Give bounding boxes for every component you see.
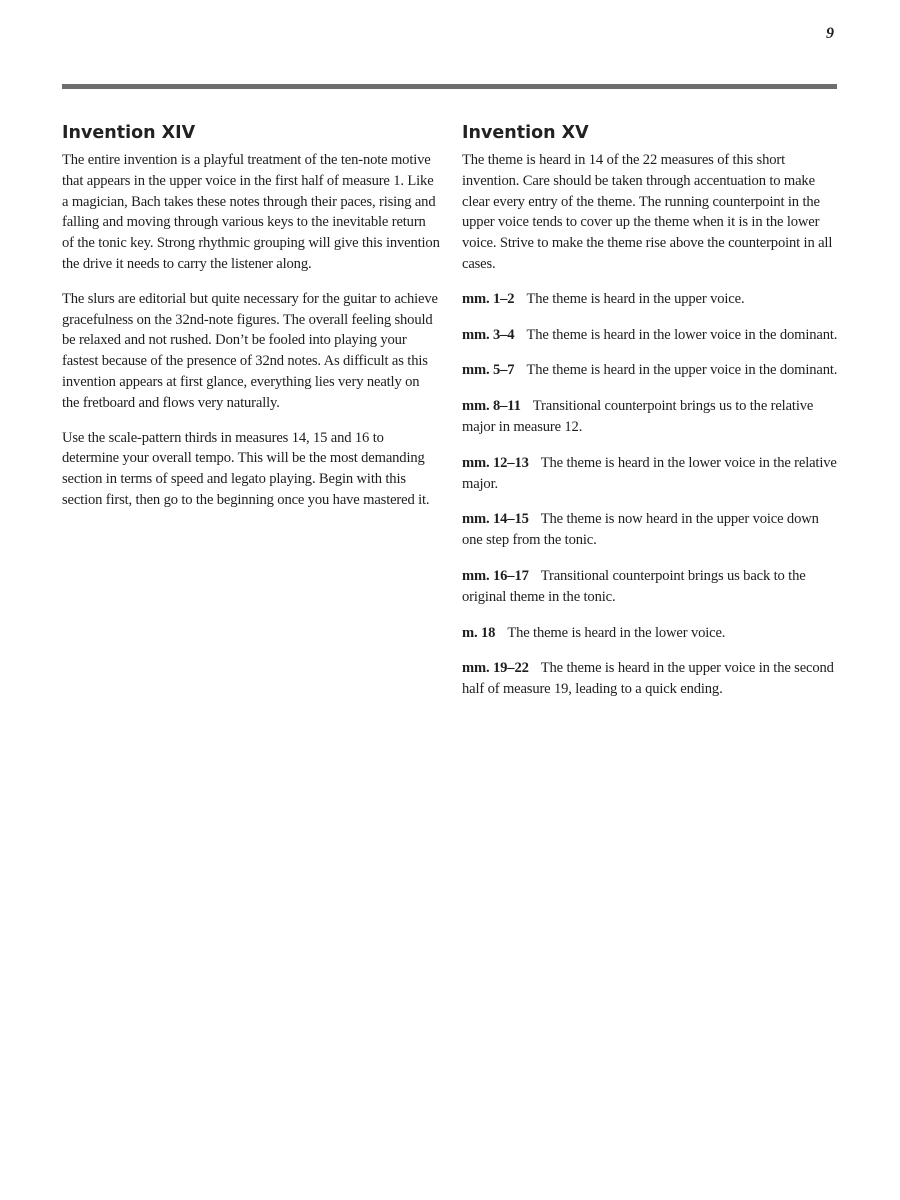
measure-note xyxy=(462,623,840,644)
measure-note xyxy=(462,509,840,551)
measure-note xyxy=(462,289,840,310)
measure-text: Transitional counterpoint brings us to the relative major in measure 12. xyxy=(462,398,814,435)
measure-text: The theme is heard in the lower voice. xyxy=(507,624,726,641)
measure-label: mm. 12–13 xyxy=(462,454,529,471)
page-number: 9 xyxy=(826,25,834,42)
measure-note xyxy=(462,566,840,608)
measure-note xyxy=(462,453,840,495)
measure-label: mm. 8–11 xyxy=(462,398,521,415)
measure-note xyxy=(462,360,840,381)
measure-text: The theme is heard in the upper voice in the dominant. xyxy=(526,362,838,379)
measure-label: mm. 1–2 xyxy=(462,290,515,307)
measure-label: mm. 3–4 xyxy=(462,326,515,343)
measure-label: m. 18 xyxy=(462,624,496,641)
measure-label: mm. 19–22 xyxy=(462,660,529,677)
measure-text: The theme is now heard in the upper voice down one step from the tonic. xyxy=(462,511,819,549)
measure-text: The theme is heard in the upper voice in the second half of measure 19, leading to a quick ending. xyxy=(462,660,834,698)
measure-text: The theme is heard in the lower voice in the relative major. xyxy=(462,454,837,492)
invention-xv-heading: Invention XV xyxy=(462,123,589,143)
header-rule xyxy=(62,84,837,89)
left-column xyxy=(62,120,440,525)
measure-text: The theme is heard in the lower voice in the dominant. xyxy=(526,326,838,343)
measure-note xyxy=(462,658,840,700)
measure-label: mm. 16–17 xyxy=(462,567,529,584)
right-column xyxy=(462,120,840,715)
invention-xiv-heading: Invention XIV xyxy=(62,123,196,143)
measure-note xyxy=(462,396,840,438)
invention-xiv-paragraph-2: The slurs are editorial but quite necessary for the guitar to achieve gracefulness on the 32nd-note figures. The overall feeling should be relaxed and not rushed. Don’t be fooled into playing your fastest because of the presence of 32nd notes. As difficult as this invention appears at first glance, everything lies very neatly on the fretboard and flows very naturally. xyxy=(62,290,438,411)
measure-text: Transitional counterpoint brings us back to the original theme in the tonic. xyxy=(462,567,806,605)
measure-text: The theme is heard in the upper voice. xyxy=(526,290,745,307)
invention-xiv-paragraph-1: The entire invention is a playful treatment of the ten-note motive that appears in the upper voice in the first half of measure 1. Like a magician, Bach takes these notes through their paces, rising and falling and moving through various keys to the inevitable return of the tonic key. Strong rhythmic grouping will give this invention the drive it needs to carry the listener along. xyxy=(62,152,440,272)
measure-note xyxy=(462,325,840,346)
invention-xiv-paragraph-3: Use the scale-pattern thirds in measures 14, 15 and 16 to determine your overall tempo. This will be the most demanding section in terms of speed and legato playing. Begin with this section first, then go to the beginning once you have mastered it. xyxy=(62,429,430,508)
measure-label: mm. 5–7 xyxy=(462,362,515,379)
measure-label: mm. 14–15 xyxy=(462,511,529,528)
invention-xv-intro: The theme is heard in 14 of the 22 measures of this short invention. Care should be taken through accentuation to make clear every entry of the theme. The running counterpoint in the upper voice tends to cover up the theme when it is in the lower voice. Strive to make the theme rise above the counterpoint in all cases. xyxy=(462,152,833,272)
